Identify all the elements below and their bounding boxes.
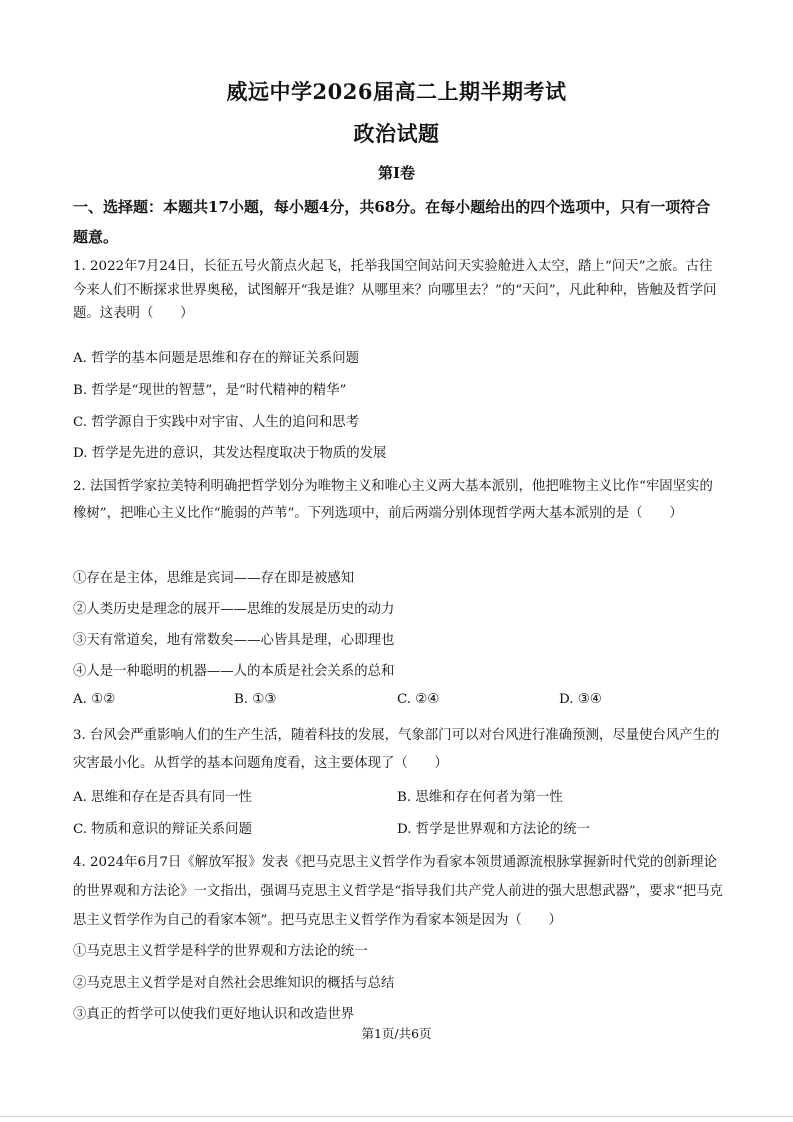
question-1-option-d: D. 哲学是先进的意识，其发达程度取决于物质的发展 <box>73 446 387 461</box>
question-3-option-b: B. 思维和存在何者为第一性 <box>397 790 563 805</box>
question-2-statement-1: ①存在是主体，思维是宾词——存在即是被感知 <box>73 571 355 586</box>
question-4-statement-1: ①马克思主义哲学是科学的世界观和方法论的统一 <box>73 944 368 959</box>
question-2-option-b: B. ①③ <box>234 692 277 707</box>
question-2-stem: 2. 法国哲学家拉美特利明确把哲学划分为唯物主义和唯心主义两大基本派别，他把唯物主义比作“牢固坚实的橡树”，把唯心主义比作“脆弱的芦苇”。下列选项中，前后两端分别体现哲学两大基本派别的是（ ） <box>73 479 713 521</box>
volume-label: 第Ⅰ卷 <box>377 164 416 182</box>
question-4-statement-3: ③真正的哲学可以使我们更好地认识和改造世界 <box>73 1007 355 1022</box>
question-3-option-d: D. 哲学是世界观和方法论的统一 <box>397 822 590 837</box>
question-3-stem: 3. 台风会严重影响人们的生产生活，随着科技的发展，气象部门可以对台风进行准确预测，尽量使台风产生的灾害最小化。从哲学的基本问题角度看，这主要体现了（ ） <box>73 728 720 771</box>
question-1-option-b: B. 哲学是“现世的智慧”，是“时代精神的精华” <box>73 383 347 398</box>
subject-title: 政治试题 <box>353 121 440 146</box>
question-2-option-d: D. ③④ <box>559 692 602 707</box>
question-4-statement-2: ②马克思主义哲学是对自然社会思维知识的概括与总结 <box>73 976 395 991</box>
section-instruction: 一、选择题：本题共17小题，每小题4分，共68分。在每小题给出的四个选项中，只有一项符合题意。 <box>73 198 711 246</box>
question-3-option-c: C. 物质和意识的辩证关系问题 <box>73 822 252 837</box>
question-2-statement-2: ②人类历史是理念的展开——思维的发展是历史的动力 <box>73 602 395 617</box>
page-number: 第1页/共6页 <box>361 1026 432 1041</box>
question-4-stem: 4. 2024年6月7日《解放军报》发表《把马克思主义哲学作为看家本领贯通源流根脉掌握新时代党的创新理论的世界观和方法论》一文指出，强调马克思主义哲学是“指导我们共产党人前进的强大思想武器”，要求“把马克思主义哲学作为自己的看家本领”。把马克思主义哲学作为看家本领是因为（ ） <box>73 855 723 928</box>
page-bottom-divider <box>0 1116 793 1117</box>
question-1-option-a: A. 哲学的基本问题是思维和存在的辩证关系问题 <box>73 351 359 366</box>
question-1-stem: 1. 2022年7月24日，长征五号火箭点火起飞，托举我国空间站问天实验舱进入太空，踏上“问天”之旅。古往今来人们不断探求世界奥秘，试图解开“我是谁？从哪里来？向哪里去？”的“天问”，凡此种种，皆触及哲学问题。这表明（ ） <box>73 259 717 321</box>
question-2-option-a: A. ①② <box>73 692 116 707</box>
exam-title: 威远中学2026届高二上期半期考试 <box>226 79 567 104</box>
question-3-option-a: A. 思维和存在是否具有同一性 <box>73 790 252 805</box>
question-1-option-c: C. 哲学源自于实践中对宇宙、人生的追问和思考 <box>73 415 360 430</box>
question-2-option-c: C. ②④ <box>397 692 440 707</box>
question-2-statement-4: ④人是一种聪明的机器——人的本质是社会关系的总和 <box>73 664 395 679</box>
question-2-statement-3: ③天有常道矣，地有常数矣——心皆具是理，心即理也 <box>73 633 395 648</box>
